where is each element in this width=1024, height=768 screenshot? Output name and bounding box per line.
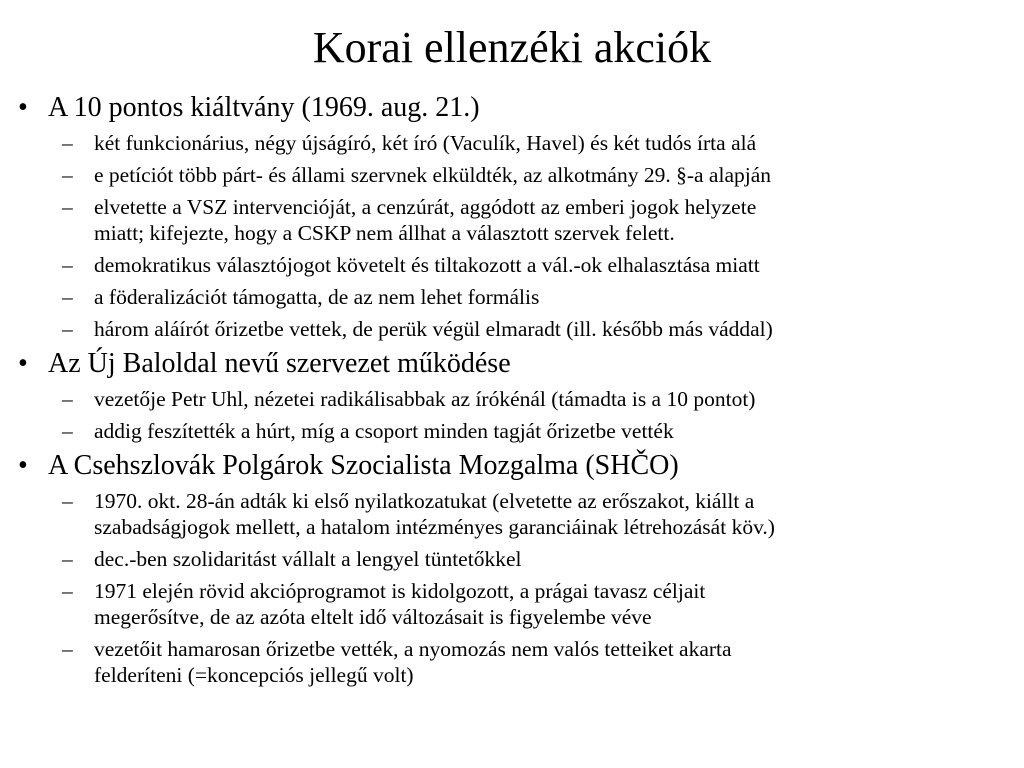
sub-item-text: két funkcionárius, négy újságíró, két író (Vaculík, Havel) és két tudós írta alá xyxy=(94,131,757,155)
sub-item-text: demokratikus választójogot követelt és tiltakozott a vál.-ok elhalasztása miatt xyxy=(94,253,760,277)
dash-icon: – xyxy=(62,253,73,277)
sub-item xyxy=(0,636,1004,688)
dash-icon: – xyxy=(62,387,73,411)
sub-item-text: megerősítve, de az azóta eltelt idő változásait is figyelembe véve xyxy=(94,605,652,629)
dash-icon: – xyxy=(62,489,73,513)
sub-item xyxy=(0,488,1004,540)
slide-title: Korai ellenzéki akciók xyxy=(312,23,712,72)
sub-item xyxy=(0,284,1004,310)
sub-list xyxy=(0,488,1024,688)
sub-item-text: elvetette a VSZ intervencióját, a cenzúrát, aggódott az emberi jogok helyzete xyxy=(94,195,757,219)
sub-item xyxy=(0,252,1004,278)
dash-icon: – xyxy=(62,163,73,187)
sub-item xyxy=(0,578,1004,630)
bullet-text: A Csehszlovák Polgárok Szocialista Mozgalma (SHČO) xyxy=(48,450,679,481)
sub-item-text: 1970. okt. 28-án adták ki első nyilatkozatukat (elvetette az erőszakot, kiállt a xyxy=(94,489,755,513)
sub-item xyxy=(0,386,1004,412)
bullet-dot-icon: • xyxy=(18,450,28,481)
sub-item-text: három aláírót őrizetbe vettek, de perük végül elmaradt (ill. később más váddal) xyxy=(94,317,773,341)
sub-item xyxy=(0,418,1004,444)
bullet-item xyxy=(0,348,1024,380)
dash-icon: – xyxy=(62,131,73,155)
sub-item xyxy=(0,194,1004,246)
bullet-dot-icon: • xyxy=(18,92,28,123)
dash-icon: – xyxy=(62,579,73,603)
sub-item-text: e petíciót több párt- és állami szervnek elküldték, az alkotmány 29. §-a alapján xyxy=(94,163,771,187)
sub-list xyxy=(0,130,1024,342)
sub-list xyxy=(0,386,1024,444)
dash-icon: – xyxy=(62,285,73,309)
sub-item-text: dec.-ben szolidaritást vállalt a lengyel tüntetőkkel xyxy=(94,547,522,571)
sub-item-text: miatt; kifejezte, hogy a CSKP nem állhat a választott szervek felett. xyxy=(94,221,675,245)
sub-item xyxy=(0,130,1004,156)
sub-item xyxy=(0,546,1004,572)
sub-item xyxy=(0,162,1004,188)
bullet-item xyxy=(0,450,1024,482)
dash-icon: – xyxy=(62,317,73,341)
sub-item xyxy=(0,316,1004,342)
sub-item-text: a föderalizációt támogatta, de az nem lehet formális xyxy=(94,285,540,309)
dash-icon: – xyxy=(62,637,73,661)
dash-icon: – xyxy=(62,547,73,571)
dash-icon: – xyxy=(62,195,73,219)
sub-item-text: 1971 elején rövid akcióprogramot is kidolgozott, a prágai tavasz céljait xyxy=(94,579,706,603)
slide-body xyxy=(0,88,1024,694)
bullet-text: A 10 pontos kiáltvány (1969. aug. 21.) xyxy=(48,92,480,123)
bullet-item xyxy=(0,92,1024,124)
dash-icon: – xyxy=(62,419,73,443)
bullet-text: Az Új Baloldal nevű szervezet működése xyxy=(48,348,511,379)
sub-item-text: vezetője Petr Uhl, nézetei radikálisabbak az írókénál (támadta is a 10 pontot) xyxy=(94,387,756,411)
sub-item-text: felderíteni (=koncepciós jellegű volt) xyxy=(94,663,414,687)
sub-item-text: szabadságjogok mellett, a hatalom intézményes garanciáinak létrehozását köv.) xyxy=(94,515,775,539)
sub-item-text: addig feszítették a húrt, míg a csoport minden tagját őrizetbe vették xyxy=(94,419,674,443)
sub-item-text: vezetőit hamarosan őrizetbe vették, a nyomozás nem valós tetteiket akarta xyxy=(94,637,732,661)
bullet-dot-icon: • xyxy=(18,348,28,379)
